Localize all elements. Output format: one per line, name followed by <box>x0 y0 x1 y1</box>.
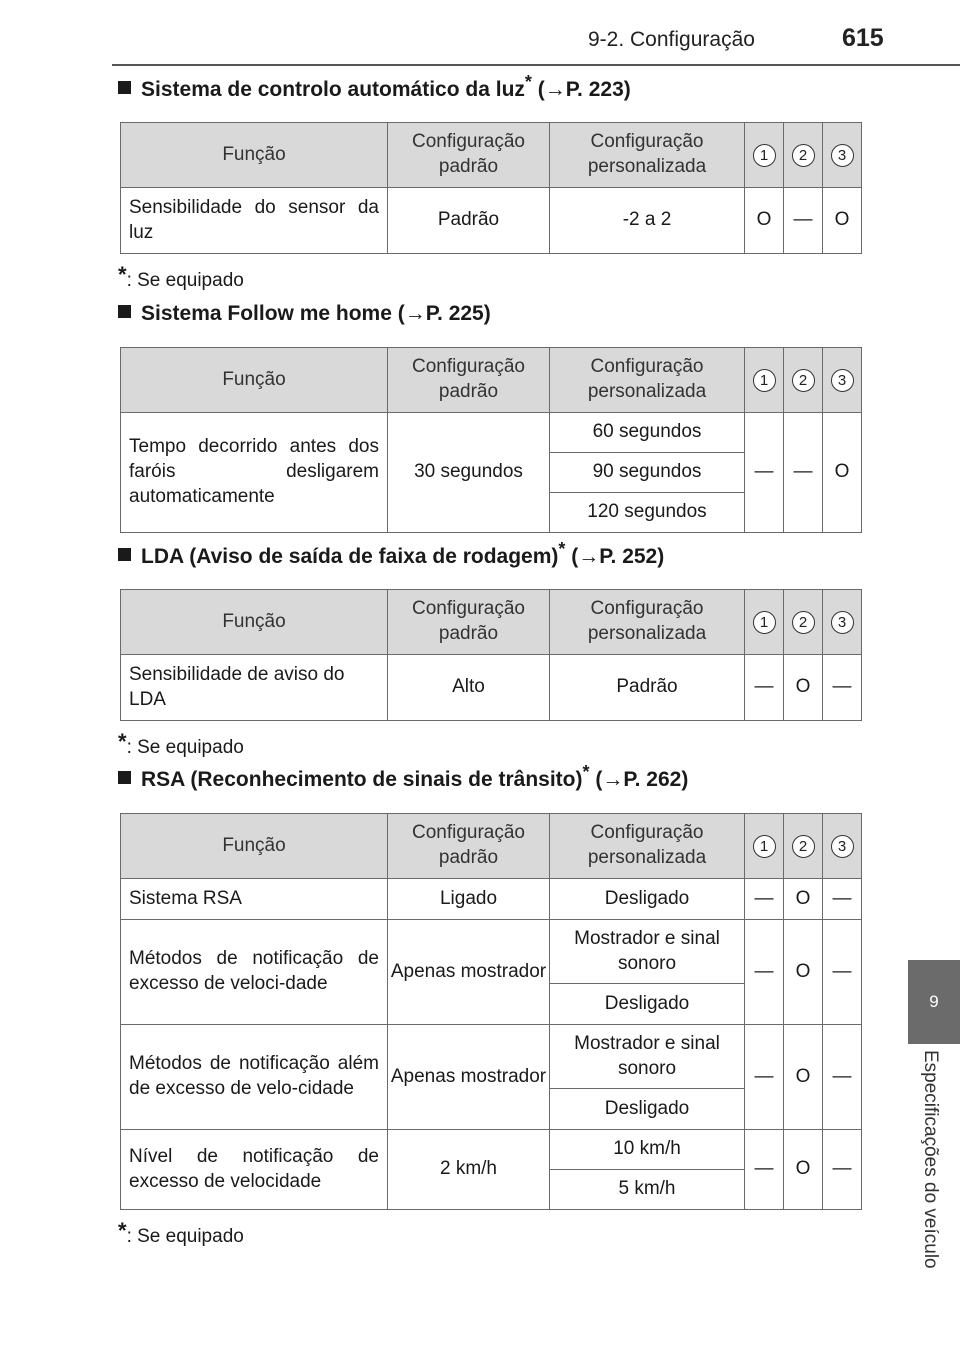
col-header-default: Configuração padrão <box>388 348 550 413</box>
table-header-row <box>121 123 862 188</box>
mark-cell-3: — <box>823 920 862 1025</box>
function-cell: Tempo decorrido antes dos faróis desligarem automaticamente <box>121 413 388 533</box>
square-bullet-icon <box>118 771 131 784</box>
default-cell: 2 km/h <box>388 1130 550 1210</box>
table-header-row <box>121 348 862 413</box>
col-header-function: Função <box>121 123 388 188</box>
asterisk-mark: * <box>582 762 590 782</box>
mark-cell-2: — <box>784 188 823 254</box>
col-header-custom: Configuração personalizada <box>550 123 745 188</box>
col-header-custom: Configuração personalizada <box>550 590 745 655</box>
custom-cell: 10 km/h <box>550 1130 745 1170</box>
circled-3-icon: 3 <box>831 144 854 167</box>
col-header-custom: Configuração personalizada <box>550 814 745 879</box>
mark-cell-2: — <box>784 413 823 533</box>
col-header-2 <box>784 123 823 188</box>
custom-cell: Mostrador e sinal sonoro <box>550 1025 745 1089</box>
col-header-1 <box>745 814 784 879</box>
mark-cell-3: O <box>823 413 862 533</box>
mark-cell-1: — <box>745 655 784 721</box>
footnote: *: Se equipado <box>118 729 244 758</box>
circled-2-icon: 2 <box>792 611 815 634</box>
mark-cell-2: O <box>784 879 823 920</box>
circled-1-icon: 1 <box>753 835 776 858</box>
footnote: *: Se equipado <box>118 1218 244 1247</box>
mark-cell-2: O <box>784 1130 823 1210</box>
circled-2-icon: 2 <box>792 369 815 392</box>
header-rule <box>112 64 960 66</box>
default-cell: Padrão <box>388 188 550 254</box>
mark-cell-1: — <box>745 920 784 1025</box>
col-header-2 <box>784 814 823 879</box>
function-cell: Sensibilidade de aviso do LDA <box>121 655 388 721</box>
page-reference: (→P. 262) <box>589 768 689 791</box>
circled-1-icon: 1 <box>753 611 776 634</box>
asterisk-mark: * <box>558 539 566 559</box>
table-row <box>121 1130 862 1170</box>
col-header-function: Função <box>121 348 388 413</box>
mark-cell-1: — <box>745 879 784 920</box>
mark-cell-2: O <box>784 655 823 721</box>
table-header-row <box>121 590 862 655</box>
chapter-label: Especificações do veículo <box>920 1050 941 1269</box>
circled-3-icon: 3 <box>831 835 854 858</box>
col-header-default: Configuração padrão <box>388 590 550 655</box>
col-header-1 <box>745 590 784 655</box>
function-cell: Métodos de notificação além de excesso de velo-cidade <box>121 1025 388 1130</box>
col-header-2 <box>784 348 823 413</box>
square-bullet-icon <box>118 305 131 318</box>
col-header-function: Função <box>121 814 388 879</box>
function-cell: Sensibilidade do sensor da luz <box>121 188 388 254</box>
settings-table-rsa <box>120 813 862 1210</box>
settings-table-light-control <box>120 122 862 254</box>
mark-cell-3: — <box>823 1025 862 1130</box>
circled-1-icon: 1 <box>753 369 776 392</box>
circled-3-icon: 3 <box>831 611 854 634</box>
mark-cell-1: — <box>745 413 784 533</box>
circled-2-icon: 2 <box>792 835 815 858</box>
function-cell: Sistema RSA <box>121 879 388 920</box>
footnote: *: Se equipado <box>118 262 244 291</box>
col-header-default: Configuração padrão <box>388 814 550 879</box>
col-header-1 <box>745 123 784 188</box>
col-header-1 <box>745 348 784 413</box>
square-bullet-icon <box>118 548 131 561</box>
col-header-function: Função <box>121 590 388 655</box>
custom-cell: Desligado <box>550 1089 745 1130</box>
custom-cell: Desligado <box>550 984 745 1025</box>
mark-cell-2: O <box>784 920 823 1025</box>
section-title-light-control: Sistema de controlo automático da luz* (→P. 223) <box>118 78 631 102</box>
mark-cell-3: — <box>823 1130 862 1210</box>
mark-cell-1: — <box>745 1130 784 1210</box>
default-cell: Alto <box>388 655 550 721</box>
mark-cell-3: O <box>823 188 862 254</box>
circled-3-icon: 3 <box>831 369 854 392</box>
circled-1-icon: 1 <box>753 144 776 167</box>
custom-cell: Padrão <box>550 655 745 721</box>
square-bullet-icon <box>118 81 131 94</box>
col-header-3 <box>823 814 862 879</box>
function-cell: Métodos de notificação de excesso de veloci-dade <box>121 920 388 1025</box>
custom-cell: 60 segundos <box>550 413 745 453</box>
function-cell: Nível de notificação de excesso de velocidade <box>121 1130 388 1210</box>
default-cell: Apenas mostrador <box>388 920 550 1025</box>
chapter-tab: 9 <box>908 960 960 1044</box>
section-title-lda: LDA (Aviso de saída de faixa de rodagem)* (→P. 252) <box>118 545 664 569</box>
section-title-follow-me-home: Sistema Follow me home (→P. 225) <box>118 302 491 326</box>
table-row <box>121 879 862 920</box>
col-header-custom: Configuração personalizada <box>550 348 745 413</box>
table-row <box>121 655 862 721</box>
default-cell: Ligado <box>388 879 550 920</box>
circled-2-icon: 2 <box>792 144 815 167</box>
table-row <box>121 188 862 254</box>
page-number: 615 <box>842 24 884 52</box>
mark-cell-1: — <box>745 1025 784 1130</box>
mark-cell-1: O <box>745 188 784 254</box>
mark-cell-3: — <box>823 655 862 721</box>
table-row <box>121 1025 862 1089</box>
default-cell: 30 segundos <box>388 413 550 533</box>
table-header-row <box>121 814 862 879</box>
custom-cell: Desligado <box>550 879 745 920</box>
settings-table-lda <box>120 589 862 721</box>
settings-table-follow-me-home <box>120 347 862 533</box>
page-reference: (→P. 223) <box>531 78 631 101</box>
custom-cell: 120 segundos <box>550 493 745 533</box>
asterisk-mark: * <box>524 72 532 92</box>
table-row <box>121 920 862 984</box>
table-row <box>121 413 862 453</box>
mark-cell-2: O <box>784 1025 823 1130</box>
custom-cell: -2 a 2 <box>550 188 745 254</box>
col-header-3 <box>823 123 862 188</box>
section-title-rsa: RSA (Reconhecimento de sinais de trânsito)* (→P. 262) <box>118 768 688 792</box>
col-header-2 <box>784 590 823 655</box>
col-header-default: Configuração padrão <box>388 123 550 188</box>
mark-cell-3: — <box>823 879 862 920</box>
page-reference: (→P. 225) <box>391 302 491 325</box>
col-header-3 <box>823 348 862 413</box>
default-cell: Apenas mostrador <box>388 1025 550 1130</box>
section-header: 9-2. Configuração <box>588 28 755 51</box>
custom-cell: 5 km/h <box>550 1170 745 1210</box>
custom-cell: Mostrador e sinal sonoro <box>550 920 745 984</box>
page-reference: (→P. 252) <box>565 545 665 568</box>
col-header-3 <box>823 590 862 655</box>
custom-cell: 90 segundos <box>550 453 745 493</box>
